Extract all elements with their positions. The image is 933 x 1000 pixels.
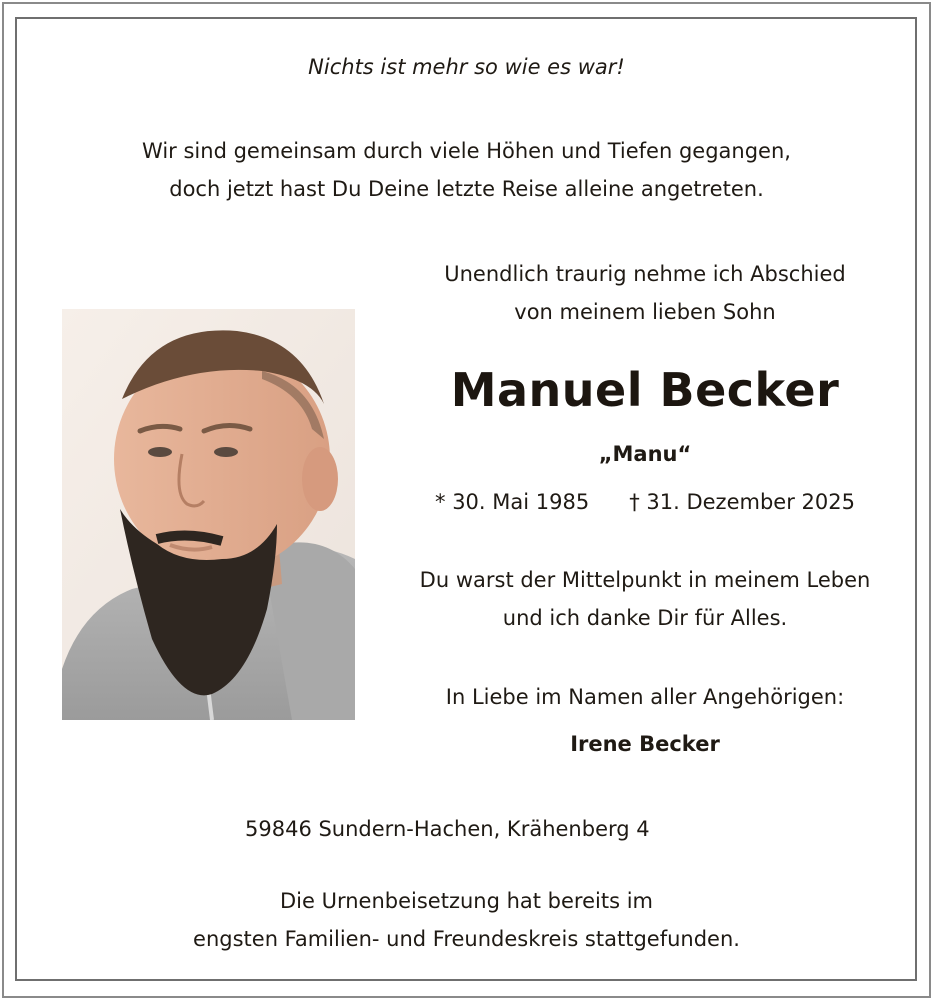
birth-date: * 30. Mai 1985	[435, 490, 590, 514]
notice-line-1: Die Urnenbeisetzung hat bereits im	[279, 889, 653, 913]
farewell-line-1: Unendlich traurig nehme ich Abschied	[444, 262, 846, 286]
portrait-photo	[62, 309, 355, 720]
intro-line-1: Wir sind gemeinsam durch viele Höhen und Tiefen gegangen,	[142, 139, 791, 163]
notice-line-2: engsten Familien- und Freundeskreis stattgefunden.	[193, 927, 740, 951]
tribute-line-2: und ich danke Dir für Alles.	[502, 606, 788, 630]
death-date: † 31. Dezember 2025	[629, 490, 855, 514]
signature-intro: In Liebe im Namen aller Angehörigen:	[445, 685, 845, 709]
farewell-line-2: von meinem lieben Sohn	[514, 300, 776, 324]
motto: Nichts ist mehr so wie es war!	[308, 55, 625, 79]
deceased-name: Manuel Becker	[450, 363, 840, 417]
signer-name: Irene Becker	[570, 732, 720, 756]
life-dates	[400, 489, 890, 515]
address: 59846 Sundern-Hachen, Krähenberg 4	[245, 817, 650, 841]
tribute-line-1: Du warst der Mittelpunkt in meinem Leben	[419, 568, 871, 592]
intro-line-2: doch jetzt hast Du Deine letzte Reise alleine angetreten.	[169, 177, 764, 201]
deceased-nickname: „Manu“	[598, 442, 692, 466]
